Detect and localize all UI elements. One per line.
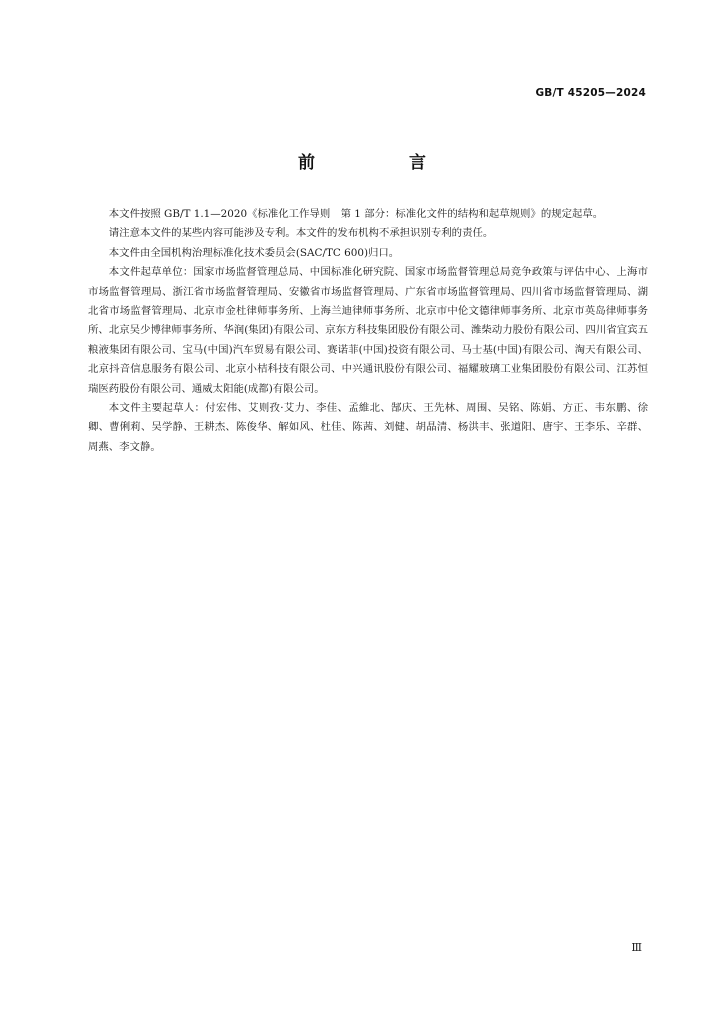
paragraph-committee: 本文件由全国机构治理标准化技术委员会(SAC/TC 600)归口。	[108, 246, 400, 259]
page-number: Ⅲ	[631, 941, 642, 954]
standard-number: GB/T 45205—2024	[535, 87, 646, 99]
paragraph-drafting-rules: 本文件按照 GB/T 1.1—2020《标准化工作导则 第 1 部分：标准化文件的结构和起草规则》的规定起草。	[108, 208, 604, 220]
paragraph-drafters: 本文件主要起草人：付宏伟、艾则孜·艾力、李佳、孟維北、郜庆、王先林、周围、吴铭、陈娟、方正、韦东鹏、徐卿、曹俐莉、吴学静、王耕杰、陈俊华、解如风、杜佳、陈茜、刘健、胡晶清、杨洪丰、张道阳、唐宇、王李乐、辛群、周燕、李文静。	[88, 402, 648, 453]
foreword-body	[88, 205, 648, 457]
paragraph-drafting-units: 本文件起草单位：国家市场监督管理总局、中国标准化研究院、国家市场监督管理总局竞争政策与评估中心、上海市市场监督管理局、浙江省市场监督管理局、安徽省市场监督管理局、广东省市场监督管理局、四川省市场监督管理局、湖北省市场监督管理局、北京市金杜律师事务所、上海兰迪律师事务所、北京市中伦文德律师事务所、北京市英岛律师事务所、北京吴少博律师事务所、华润(集团)有限公司、京东方科技集团股份有限公司、潍柴动力股份有限公司、四川省宜宾五粮液集团有限公司、宝马(中国)汽车贸易有限公司、赛诺菲(中国)投资有限公司、马士基(中国)有限公司、淘天有限公司、北京抖音信息服务有限公司、北京小桔科技有限公司、中兴通讯股份有限公司、福耀玻璃工业集团股份有限公司、江苏恒瑞医药股份有限公司、通威太阳能(成都)有限公司。	[88, 266, 648, 395]
paragraph-patent-notice: 请注意本文件的某些内容可能涉及专利。本文件的发布机构不承担识别专利的责任。	[108, 227, 494, 240]
page-title: 前 言	[298, 153, 470, 173]
